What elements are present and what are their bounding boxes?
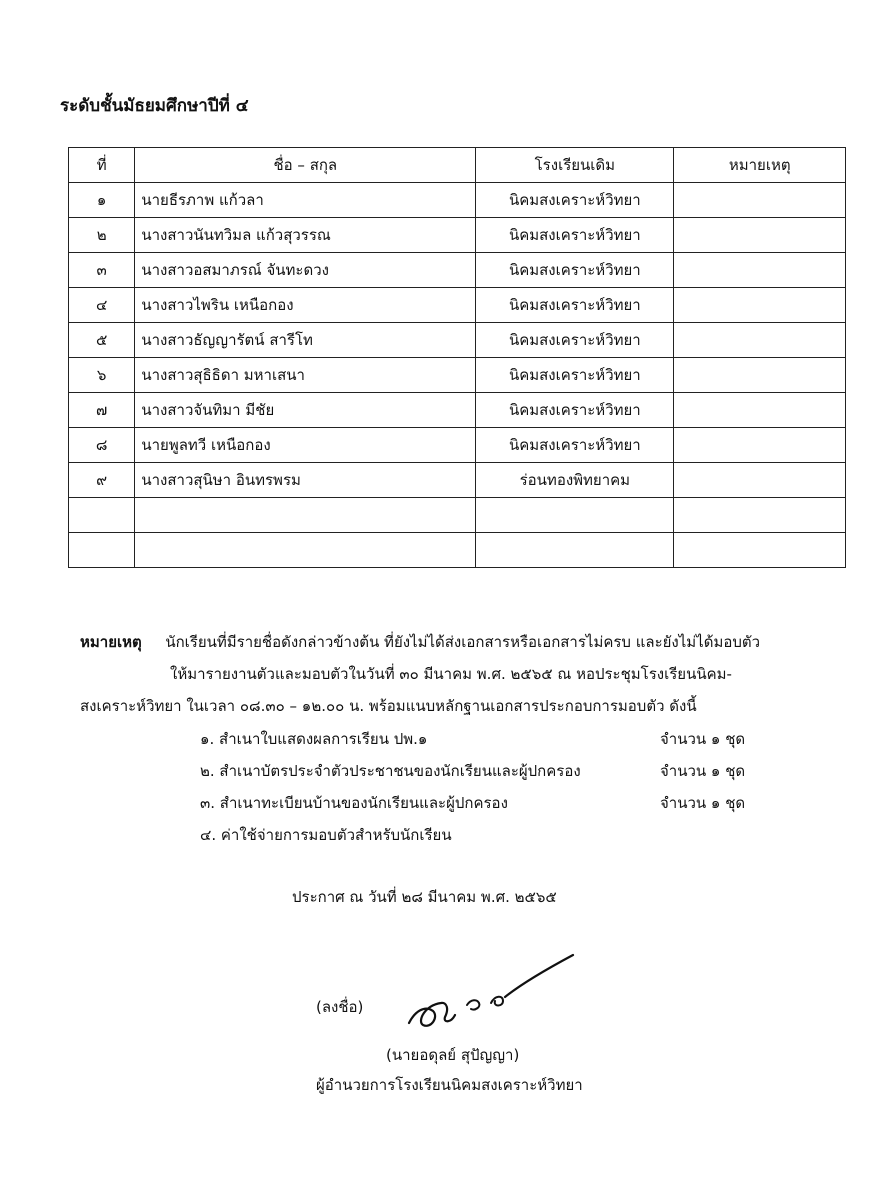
student-name-cell: [135, 533, 476, 568]
document-item: ๓. สำเนาทะเบียนบ้านของนักเรียนและผู้ปกครอง: [200, 794, 508, 812]
remark-line-3: สงเคราะห์วิทยา ในเวลา ๐๘.๓๐ – ๑๒.๐๐ น. พร้อมแนบหลักฐานเอกสารประกอบการมอบตัว ดังนี้: [80, 697, 697, 715]
document-qty: จำนวน ๑ ชุด: [660, 794, 746, 812]
row-number-cell: ๑: [69, 183, 135, 218]
student-name-cell: [135, 498, 476, 533]
note-cell: [674, 533, 846, 568]
note-cell: [674, 323, 846, 358]
header-name: ชื่อ – สกุล: [135, 148, 476, 183]
signature-image: [395, 945, 585, 1040]
previous-school-cell: นิคมสงเคราะห์วิทยา: [476, 183, 674, 218]
row-number-cell: ๔: [69, 288, 135, 323]
header-no: ที่: [69, 148, 135, 183]
remark-label: หมายเหตุ: [80, 633, 142, 651]
previous-school-cell: [476, 533, 674, 568]
student-name-cell: นายธีรภาพ แก้วลา: [135, 183, 476, 218]
signature-stroke: [491, 997, 503, 1006]
student-name-cell: นางสาวนันทวิมล แก้วสุวรรณ: [135, 218, 476, 253]
table-row: [69, 463, 846, 498]
announce-date: ประกาศ ณ วันที่ ๒๘ มีนาคม พ.ศ. ๒๕๖๕: [292, 888, 557, 906]
row-number-cell: ๓: [69, 253, 135, 288]
student-name-cell: นายพูลทวี เหนือกอง: [135, 428, 476, 463]
note-cell: [674, 498, 846, 533]
note-cell: [674, 218, 846, 253]
signer-name: (นายอดุลย์ สุปัญญา): [386, 1046, 520, 1064]
table-row: [69, 253, 846, 288]
table-row: [69, 393, 846, 428]
previous-school-cell: ร่อนทองพิทยาคม: [476, 463, 674, 498]
table-row: [69, 323, 846, 358]
table-row: [69, 533, 846, 568]
document-qty: จำนวน ๑ ชุด: [660, 762, 746, 780]
row-number-cell: [69, 533, 135, 568]
student-name-cell: นางสาวสุธิธิดา มหาเสนา: [135, 358, 476, 393]
note-cell: [674, 463, 846, 498]
previous-school-cell: นิคมสงเคราะห์วิทยา: [476, 428, 674, 463]
previous-school-cell: นิคมสงเคราะห์วิทยา: [476, 288, 674, 323]
row-number-cell: ๖: [69, 358, 135, 393]
header-note: หมายเหตุ: [674, 148, 846, 183]
row-number-cell: ๘: [69, 428, 135, 463]
note-cell: [674, 183, 846, 218]
note-cell: [674, 393, 846, 428]
document-item: ๒. สำเนาบัตรประจำตัวประชาชนของนักเรียนและผู้ปกครอง: [200, 762, 581, 780]
table-header-row: [69, 148, 846, 183]
note-cell: [674, 358, 846, 393]
signer-position: ผู้อำนวยการโรงเรียนนิคมสงเคราะห์วิทยา: [316, 1076, 583, 1094]
student-name-cell: นางสาวไพริน เหนือกอง: [135, 288, 476, 323]
previous-school-cell: นิคมสงเคราะห์วิทยา: [476, 393, 674, 428]
row-number-cell: ๒: [69, 218, 135, 253]
row-number-cell: ๙: [69, 463, 135, 498]
remark-line-2: ให้มารายงานตัวและมอบตัวในวันที่ ๓๐ มีนาคม พ.ศ. ๒๕๖๕ ณ หอประชุมโรงเรียนนิคม-: [170, 665, 732, 683]
table-row: [69, 358, 846, 393]
note-cell: [674, 253, 846, 288]
remark-line-1: [80, 630, 760, 654]
previous-school-cell: นิคมสงเคราะห์วิทยา: [476, 218, 674, 253]
sign-label: (ลงชื่อ): [316, 998, 364, 1016]
row-number-cell: ๗: [69, 393, 135, 428]
note-cell: [674, 428, 846, 463]
table-row: [69, 428, 846, 463]
student-table: [68, 147, 846, 568]
section-heading: ระดับชั้นมัธยมศึกษาปีที่ ๔: [60, 96, 249, 116]
previous-school-cell: นิคมสงเคราะห์วิทยา: [476, 253, 674, 288]
document-item: ๔. ค่าใช้จ่ายการมอบตัวสำหรับนักเรียน: [200, 826, 452, 844]
table-row: [69, 498, 846, 533]
row-number-cell: [69, 498, 135, 533]
remark-text-1: นักเรียนที่มีรายชื่อดังกล่าวข้างต้น ที่ยังไม่ได้ส่งเอกสารหรือเอกสารไม่ครบ และยังไม่ได้มอบตัว: [165, 633, 761, 651]
student-name-cell: นางสาวอสมาภรณ์ จันทะดวง: [135, 253, 476, 288]
signature-stroke: [409, 1003, 455, 1026]
table-row: [69, 218, 846, 253]
signature-stroke: [467, 1000, 479, 1009]
student-name-cell: นางสาวสุนิษา อินทรพรม: [135, 463, 476, 498]
row-number-cell: ๕: [69, 323, 135, 358]
note-cell: [674, 288, 846, 323]
student-name-cell: นางสาวจันทิมา มีชัย: [135, 393, 476, 428]
previous-school-cell: นิคมสงเคราะห์วิทยา: [476, 323, 674, 358]
table-row: [69, 288, 846, 323]
document-item: ๑. สำเนาใบแสดงผลการเรียน ปพ.๑: [200, 730, 428, 748]
previous-school-cell: นิคมสงเคราะห์วิทยา: [476, 358, 674, 393]
table-row: [69, 183, 846, 218]
signature-stroke: [505, 955, 573, 997]
previous-school-cell: [476, 498, 674, 533]
header-school: โรงเรียนเดิม: [476, 148, 674, 183]
document-qty: จำนวน ๑ ชุด: [660, 730, 746, 748]
student-name-cell: นางสาวธัญญารัตน์ สารีโท: [135, 323, 476, 358]
